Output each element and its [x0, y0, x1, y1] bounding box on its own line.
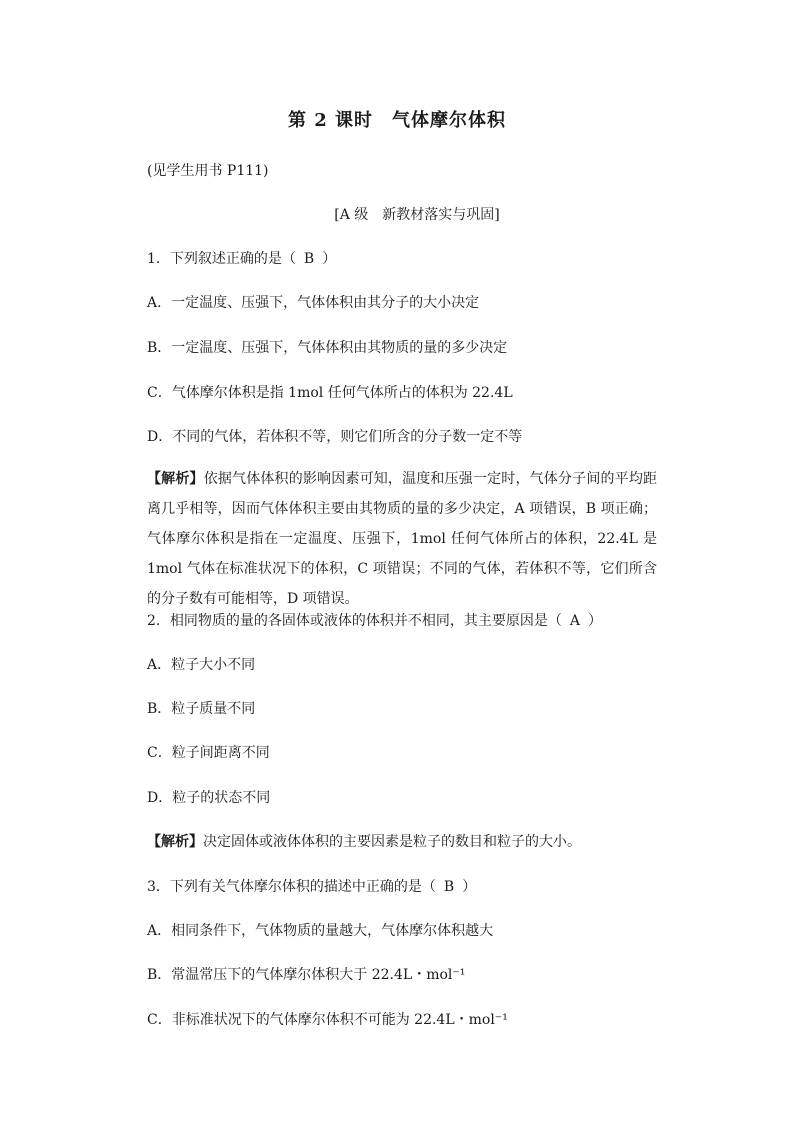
question-2-analysis — [147, 831, 581, 851]
question-2-option-c: C．粒子间距离不同 — [147, 745, 270, 761]
question-3-text: 3．下列有关气体摩尔体积的描述中正确的是（ — [147, 879, 436, 895]
analysis-tag: 【解析】 — [147, 834, 203, 850]
question-1-option-c: C．气体摩尔体积是指 1mol 任何气体所占的体积为 22.4L — [147, 385, 513, 401]
question-2-answer: A — [569, 613, 581, 629]
question-1-stem — [147, 248, 336, 268]
page-title: 第 2 课时 气体摩尔体积 — [287, 110, 507, 131]
reference-note: (见学生用书 P111) — [147, 163, 269, 179]
question-1-analysis — [147, 464, 657, 614]
question-1-close: ） — [322, 251, 337, 267]
question-2-close: ） — [588, 613, 603, 629]
question-2-text: 2．相同物质的量的各固体或液体的体积并不相同，其主要原因是（ — [147, 613, 562, 629]
question-2-option-b: B．粒子质量不同 — [147, 701, 256, 717]
section-heading: [A 级 新教材落实与巩固] — [334, 207, 500, 223]
question-2-stem — [147, 610, 602, 630]
question-2-option-a: A．粒子大小不同 — [147, 657, 256, 673]
question-2-option-d: D．粒子的状态不同 — [147, 790, 271, 806]
question-3-option-c: C．非标准状况下的气体摩尔体积不可能为 22.4L・mol⁻¹ — [147, 1012, 508, 1028]
question-1-text: 1．下列叙述正确的是（ — [147, 251, 296, 267]
question-3-answer: B — [443, 879, 455, 895]
question-1-option-d: D．不同的气体，若体积不等，则它们所含的分子数一定不等 — [147, 429, 523, 445]
analysis-text: 决定固体或液体体积的主要因素是粒子的数目和粒子的大小。 — [203, 834, 581, 850]
question-1-option-a: A．一定温度、压强下，气体体积由其分子的大小决定 — [147, 295, 480, 311]
question-3-stem — [147, 876, 476, 896]
analysis-tag: 【解析】 — [147, 471, 204, 487]
question-1-answer: B — [303, 251, 315, 267]
question-3-close: ） — [462, 879, 477, 895]
question-1-option-b: B．一定温度、压强下，气体体积由其物质的量的多少决定 — [147, 340, 508, 356]
question-3-option-b: B．常温常压下的气体摩尔体积大于 22.4L・mol⁻¹ — [147, 967, 466, 983]
question-3-option-a: A．相同条件下，气体物质的量越大，气体摩尔体积越大 — [147, 923, 494, 939]
analysis-text: 依据气体体积的影响因素可知，温度和压强一定时，气体分子间的平均距离几乎相等，因而气体体积主要由其物质的量的多少决定，A 项错误，B 项正确；气体摩尔体积是指在一定温度、压强下，1mol 任何气体所占的体积，22.4L 是 1mol 气体在标准状况下的体积，C 项错误；不同的气体，若体积不等，它们所含的分子数有可能相等，D 项错误。 — [147, 471, 657, 607]
